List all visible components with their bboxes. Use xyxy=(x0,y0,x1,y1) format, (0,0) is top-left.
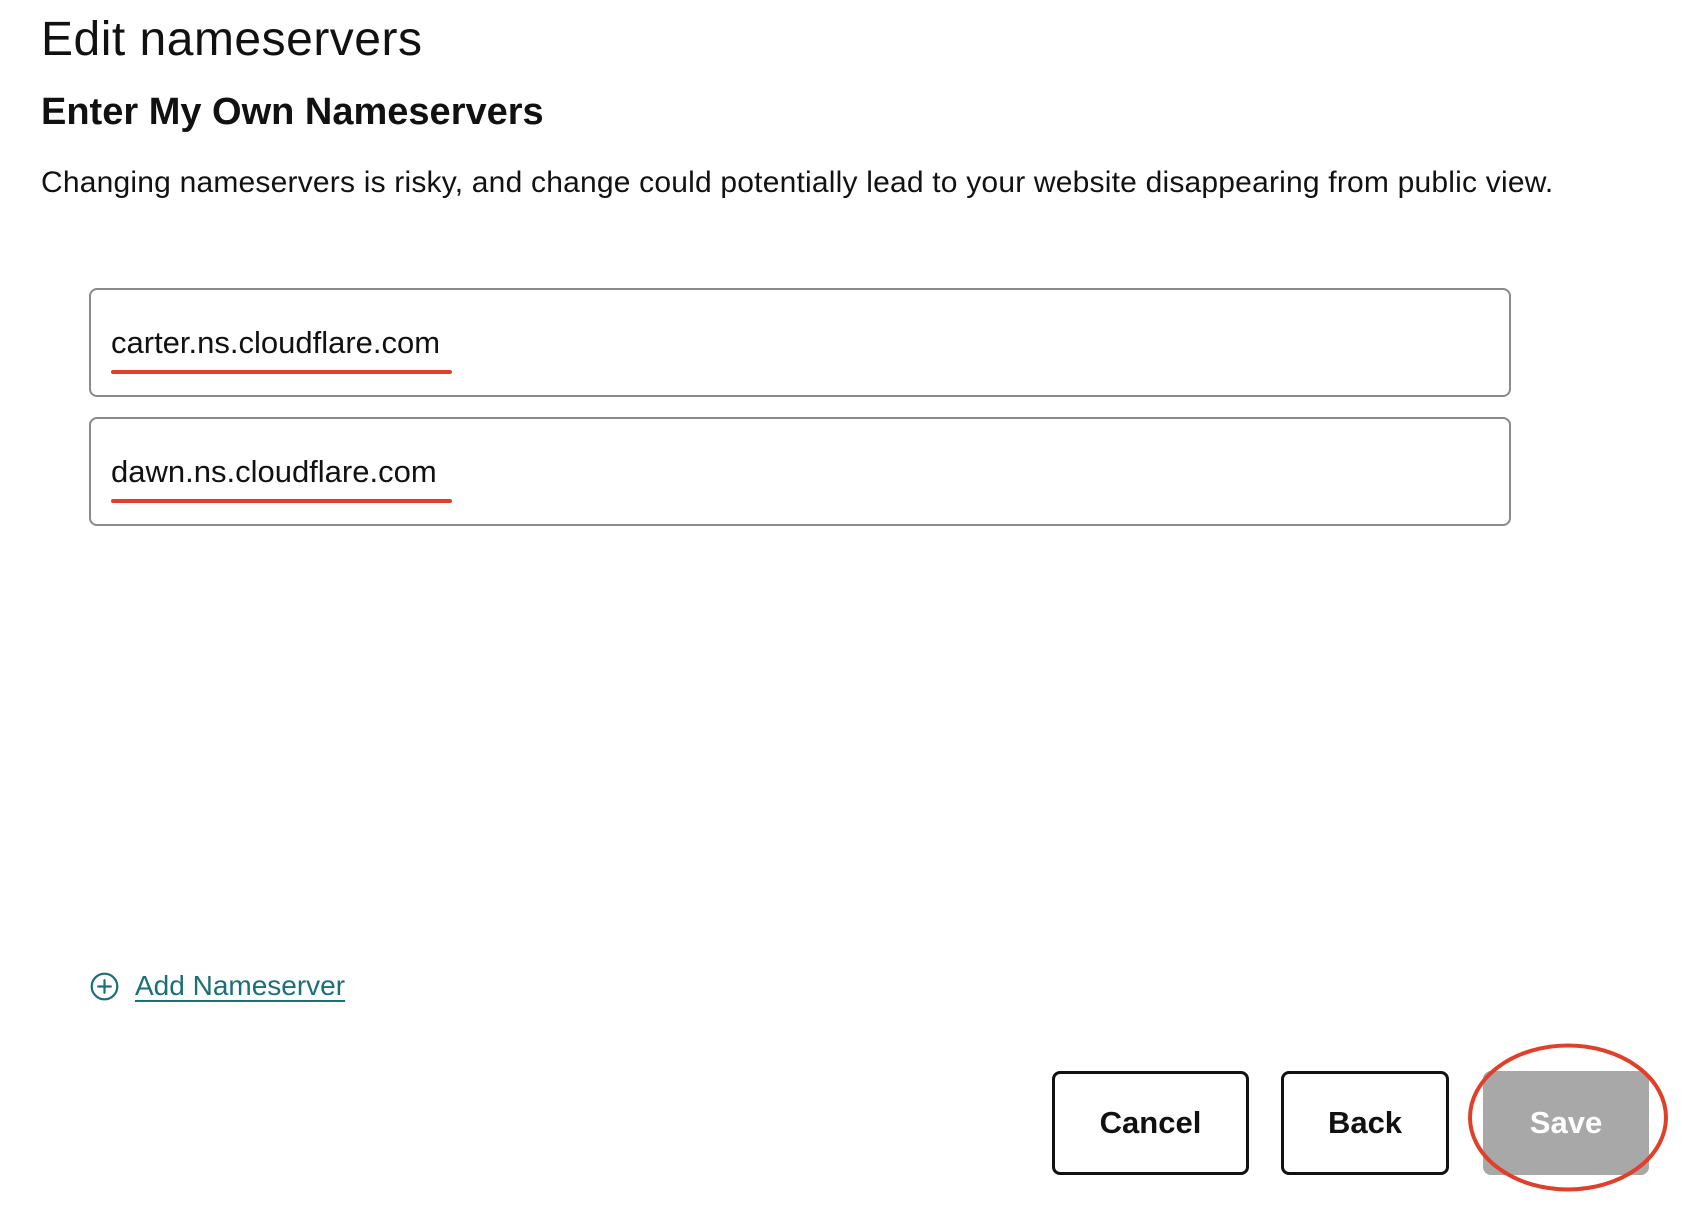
add-nameserver-link[interactable] xyxy=(90,966,345,1006)
spellcheck-underline xyxy=(111,499,452,503)
add-nameserver-label[interactable]: Add Nameserver xyxy=(135,970,346,1001)
back-button[interactable]: Back xyxy=(1281,1071,1449,1175)
section-title: Enter My Own Nameservers xyxy=(41,91,544,133)
spellcheck-underline xyxy=(111,370,452,374)
nameserver-field-1[interactable] xyxy=(89,288,1511,397)
nameserver-value[interactable]: dawn.ns.cloudflare.com xyxy=(111,454,437,489)
warning-text: Changing nameservers is risky, and change could potentially lead to your website disappearing from public view. xyxy=(41,166,1554,199)
cancel-button[interactable]: Cancel xyxy=(1052,1071,1249,1175)
plus-circle-icon[interactable] xyxy=(90,972,119,1001)
save-button[interactable]: Save xyxy=(1483,1071,1649,1175)
nameserver-field-2[interactable] xyxy=(89,417,1511,526)
nameserver-value[interactable]: carter.ns.cloudflare.com xyxy=(111,325,441,360)
page-title: Edit nameservers xyxy=(41,13,423,66)
